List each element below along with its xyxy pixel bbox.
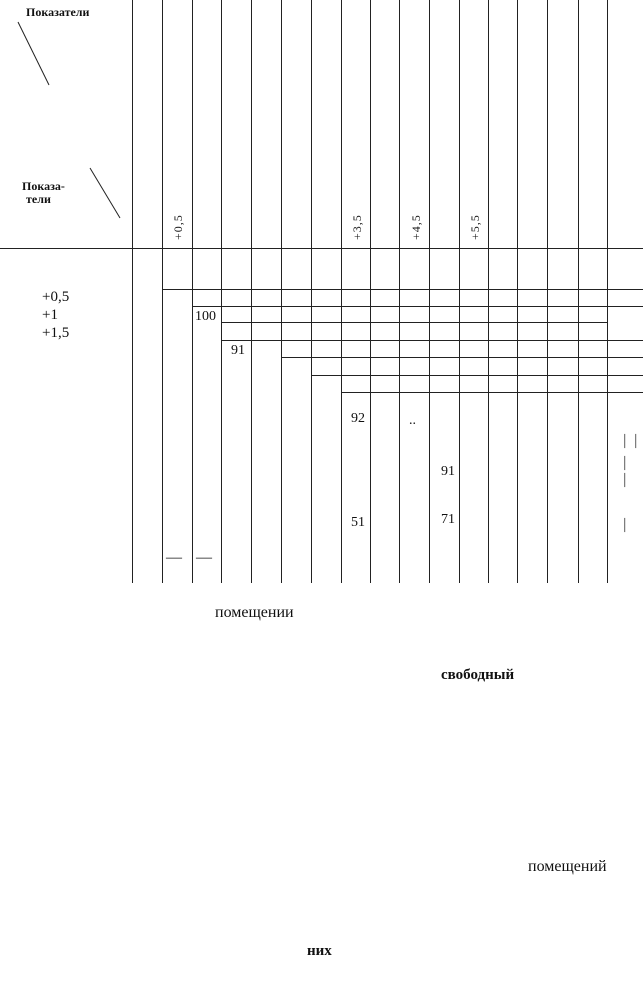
top-header-label: Показатели [26, 5, 90, 19]
column-header: +5,5 [468, 214, 482, 240]
corner-label-line1: Показа- [22, 179, 65, 193]
table-cell: — [166, 549, 182, 566]
table-rule [311, 375, 643, 376]
row-label: +0,5 [42, 289, 70, 305]
table-cell: — [196, 549, 212, 566]
table-cell: 92 [351, 411, 365, 426]
table-rule [162, 289, 643, 290]
table-rule [341, 392, 643, 393]
table-cell: .. [409, 413, 416, 428]
column-header: +0,5 [171, 214, 185, 240]
column-header: +3,5 [350, 214, 364, 240]
header-diagonal [0, 0, 132, 248]
column-header: +4,5 [409, 214, 423, 240]
text-fragment: помещении [215, 604, 294, 621]
text-fragment: них [307, 943, 332, 959]
table-rule [429, 0, 430, 583]
table-rule [221, 340, 643, 341]
table-rule [192, 0, 193, 583]
table-rule [607, 0, 608, 583]
table-cell: — [617, 455, 632, 470]
table-rule [578, 0, 579, 583]
table-rule [132, 0, 133, 583]
table-rule [459, 0, 460, 583]
table-rule [281, 357, 643, 358]
table-rule [370, 0, 371, 583]
table-rule [0, 248, 643, 249]
row-label: +1,5 [42, 325, 70, 341]
corner-label-line2: тели [26, 192, 51, 206]
table-cell: 71 [441, 512, 455, 527]
text-fragment: помещений [528, 858, 607, 875]
table-rule [517, 0, 518, 583]
table-cell: — [617, 433, 632, 448]
table-rule [192, 306, 643, 307]
table-cell: — [617, 472, 632, 487]
table-rule [311, 0, 312, 583]
table-rule [547, 0, 548, 583]
table-rule [251, 0, 252, 583]
row-label: +1 [42, 307, 58, 323]
table-rule [341, 0, 342, 583]
table-cell: 100 [195, 309, 216, 324]
table-cell: — [617, 517, 632, 532]
table-cell: — [628, 433, 643, 448]
table-rule [162, 0, 163, 583]
table-cell: 91 [441, 464, 455, 479]
table-rule [399, 0, 400, 583]
table-cell: 51 [351, 515, 365, 530]
table-rule [488, 0, 489, 583]
table-cell: 91 [231, 343, 245, 358]
table-rule [221, 322, 607, 323]
text-fragment: свободный [441, 667, 515, 683]
table-rule [281, 0, 282, 583]
table-rule [221, 0, 222, 583]
